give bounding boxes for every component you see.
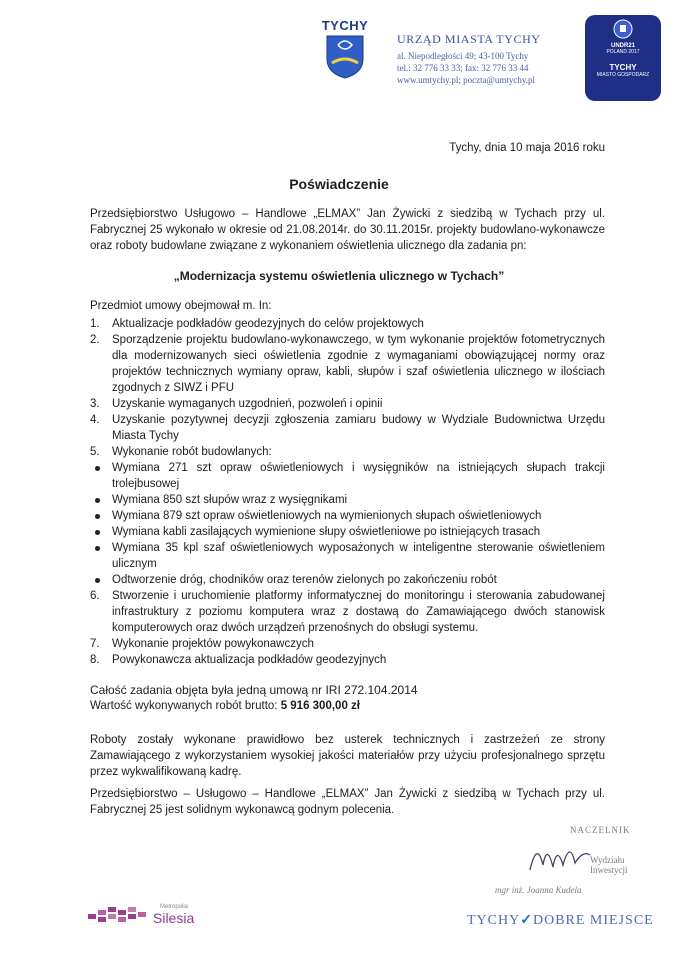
scope-items-b	[90, 588, 605, 668]
city-slogan	[467, 912, 654, 929]
city-logo-text: TYCHY	[321, 18, 369, 33]
silesia-label: Silesia	[153, 910, 195, 926]
contract-value	[90, 698, 605, 714]
stamp-department: Wydziału Inwestycji	[590, 855, 628, 875]
list-item: 7. Wykonanie projektów powykonawczych	[90, 638, 314, 650]
office-phone-fax: tel.: 32 776 33 33; fax: 32 776 33 44	[397, 63, 529, 73]
quality-paragraph: Roboty zostały wykonane prawidłowo bez usterek technicznych i zastrzeżeń ze strony Zamawiającego z wykorzystaniem wysokiej jakości materiałów przy użyciu profesjonalnego sprzętu przez wykwalifikowaną kadrę.	[90, 734, 605, 778]
office-address: al. Niepodległości 49; 43-100 Tychy	[397, 51, 529, 61]
signature-icon	[525, 835, 595, 880]
bullet-dot-icon	[95, 498, 100, 503]
metropolia-silesia-logo	[88, 900, 208, 930]
office-web-email: www.umtychy.pl; poczta@umtychy.pl	[397, 75, 536, 85]
list-item: 3. Uzyskanie wymaganych uzgodnień, pozwoleń i opinii	[90, 398, 383, 410]
badge-subtitle: MIASTO GOSPODARZ	[596, 72, 650, 78]
bullet-item: Odtworzenie dróg, chodników oraz terenów zielonych po zakończeniu robót	[90, 572, 605, 588]
works-bullet-list	[90, 460, 605, 588]
signatory-name: mgr inż. Joanna Kudela	[495, 885, 582, 895]
contract-line: Całość zadania objęta była jedną umową nr IRI 272.104.2014	[90, 683, 418, 697]
slogan-right: DOBRE MIEJSCE	[532, 913, 654, 928]
office-name: URZĄD MIASTA TYCHY	[397, 32, 541, 46]
closing-paragraph: Przedsiębiorstwo – Usługowo – Handlowe „ELMAX” Jan Żywicki z siedzibą w Tychach przy ul. Fabrycznej 25 jest solidnym wykonawcą godnym polecenia.	[90, 788, 605, 816]
city-logo	[316, 18, 374, 84]
city-crest-icon	[324, 33, 366, 79]
list-item: 6. Stworzenie i uruchomienie platformy informatycznej do monitoringu i sterowania zabudowanej infrastruktury z poziomu komputera wraz z dostawą do Zamawiającego dwóch stanowisk komputerowych oraz dwóch urządzeń przenośnych do obsługi systemu.	[90, 590, 605, 634]
metropolia-label: Metropolia	[160, 904, 189, 910]
list-item: 1. Aktualizacje podkładów geodezyjnych do celów projektowych	[90, 318, 424, 330]
list-item: 5. Wykonanie robót budowlanych:	[90, 446, 272, 458]
intro-paragraph: Przedsiębiorstwo Usługowo – Handlowe „ELMAX” Jan Żywicki z siedzibą w Tychach przy ul. Fabrycznej 25 wykonało w okresie od 21.08.2014r. do 30.11.2015r. projekty budowlano-wykonawcze oraz roboty budowlane związane z wykonaniem oświetlenia ulicznego dla zadania pn:	[90, 208, 605, 252]
scope-heading: Przedmiot umowy obejmował m. In:	[90, 300, 272, 312]
official-stamp	[485, 825, 635, 905]
badge-line1: UNDR21	[610, 43, 635, 49]
bullet-item: Wymiana kabli zasilających wymienione słupy oświetleniowe po istniejących trasach	[90, 524, 605, 540]
metropolia-grid-icon	[88, 904, 152, 926]
bullet-item: Wymiana 850 szt słupów wraz z wysięgnikami	[90, 492, 605, 508]
bullet-item: Wymiana 271 szt opraw oświetleniowych i wysięgników na istniejących słupach trakcji trolejbusowej	[90, 460, 605, 492]
list-item: 4. Uzyskanie pozytywnej decyzji zgłoszenia zamiaru budowy w Wydziale Budownictwa Urzędu Miasta Tychy	[90, 414, 605, 442]
stamp-title: NACZELNIK	[570, 825, 631, 835]
list-item: 2. Sporządzenie projektu budowlano-wykonawczego, w tym wykonanie projektów fotometrycznych dla modernizowanych sieci oświetlenia zgodnie z wymaganiami obowiązującej normy oraz projektów technicznych wymiany opraw, kabli, słupów i szaf oświetlenia ulicznego w ilościach zgodnych z SIWZ i PFU	[90, 334, 605, 394]
host-city-badge	[585, 15, 661, 101]
letter-date: Tychy, dnia 10 maja 2016 roku	[449, 142, 605, 154]
letter-title: Poświadczenie	[289, 176, 389, 192]
scope-items-a	[90, 316, 605, 460]
office-header	[397, 32, 587, 86]
task-subject: „Modernizacja systemu oświetlenia ulicznego w Tychach”	[173, 269, 505, 283]
value-amount: 5 916 300,00 zł	[280, 700, 360, 712]
bullet-dot-icon	[95, 546, 100, 551]
bullet-dot-icon	[95, 530, 100, 535]
bullet-dot-icon	[95, 578, 100, 583]
trophy-icon	[611, 19, 635, 41]
bullet-item: Wymiana 879 szt opraw oświetleniowych na wymienionych słupach oświetleniowych	[90, 508, 605, 524]
bullet-dot-icon	[95, 466, 100, 471]
badge-line2: POLAND 2017	[606, 49, 640, 55]
checkmark-icon: ✓	[520, 913, 533, 928]
list-item: 8. Powykonawcza aktualizacja podkładów geodezyjnych	[90, 654, 387, 666]
bullet-item: Wymiana 35 kpl szaf oświetleniowych wyposażonych w inteligentne sterowanie oświetleniem ulicznym	[90, 540, 605, 572]
bullet-dot-icon	[95, 514, 100, 519]
scope-list	[90, 316, 605, 668]
value-label: Wartość wykonywanych robót brutto:	[90, 700, 281, 712]
slogan-left: TYCHY	[467, 913, 521, 928]
badge-city: TYCHY	[609, 63, 637, 72]
